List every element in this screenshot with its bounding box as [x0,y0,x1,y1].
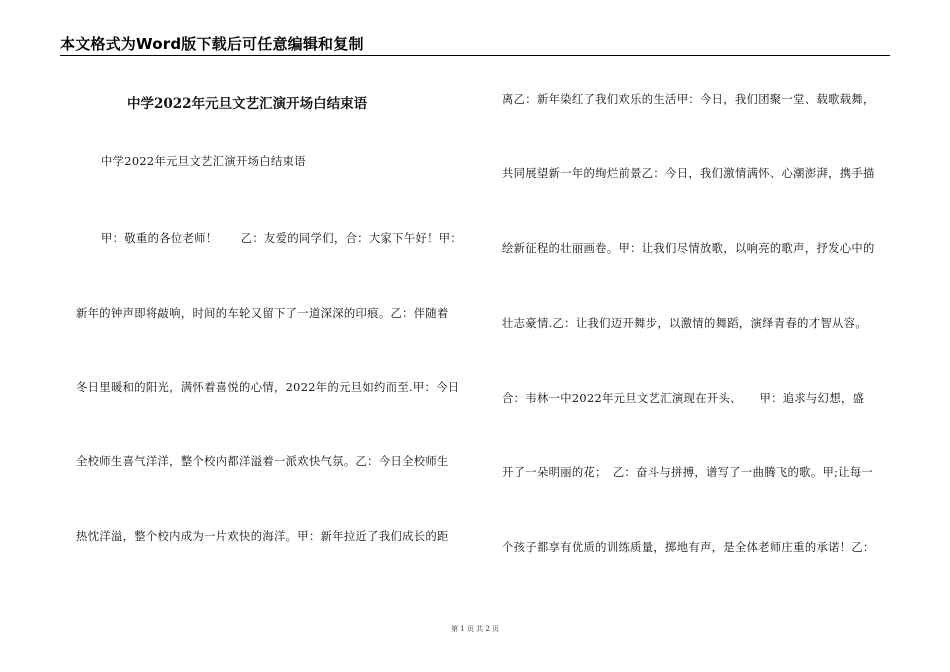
text-line: 全校师生喜气洋洋，整个校内都洋溢着一派欢快气氛。乙：今日全校师生 [76,455,449,468]
text-line: 新年的钟声即将敲响，时间的车轮又留下了一道深深的印痕。乙：伴随着 [76,307,449,320]
text-line: 中学2022年元旦文艺汇演开场白结束语 [101,155,306,168]
text-line: 共同展望新一年的绚烂前景乙：今日，我们激情满怀、心潮澎湃，携手描 [502,167,875,180]
text-line: 开了一朵明丽的花； 乙：奋斗与拼搏，谱写了一曲腾飞的歌。甲;让每一 [502,466,874,479]
text-line: 个孩子都享有优质的训练质量，掷地有声，是全体老师庄重的承诺！乙： [502,541,875,554]
text-line: 壮志豪情.乙：让我们迈开舞步，以激情的舞蹈，演绎青春的才智从容。 [502,317,867,330]
text-line: 绘新征程的壮丽画卷。甲：让我们尽情放歌，以响亮的歌声，抒发心中的 [502,242,875,255]
download-banner: 本文格式为Word版下载后可任意编辑和复制 [60,35,364,53]
document-title: 中学2022年元旦文艺汇演开场白结束语 [127,96,368,112]
text-line: 甲：敬重的各位老师！ 乙：友爱的同学们，合：大家下午好！甲： [101,232,463,245]
text-line: 热忱洋溢，整个校内成为一片欢快的海洋。甲：新年拉近了我们成长的距 [76,530,449,543]
text-line: 冬日里暖和的阳光，满怀着喜悦的心情，2022年的元旦如约而至.甲：今日 [76,381,460,394]
header-divider [60,55,890,56]
text-line: 合：韦林一中2022年元旦文艺汇演现在开头、 甲：追求与幻想，盛 [502,392,865,405]
text-line: 离乙：新年染红了我们欢乐的生活甲：今日，我们团聚一堂、载歌载舞， [502,93,875,106]
page-number: 第 1 页 共 2 页 [450,625,500,633]
